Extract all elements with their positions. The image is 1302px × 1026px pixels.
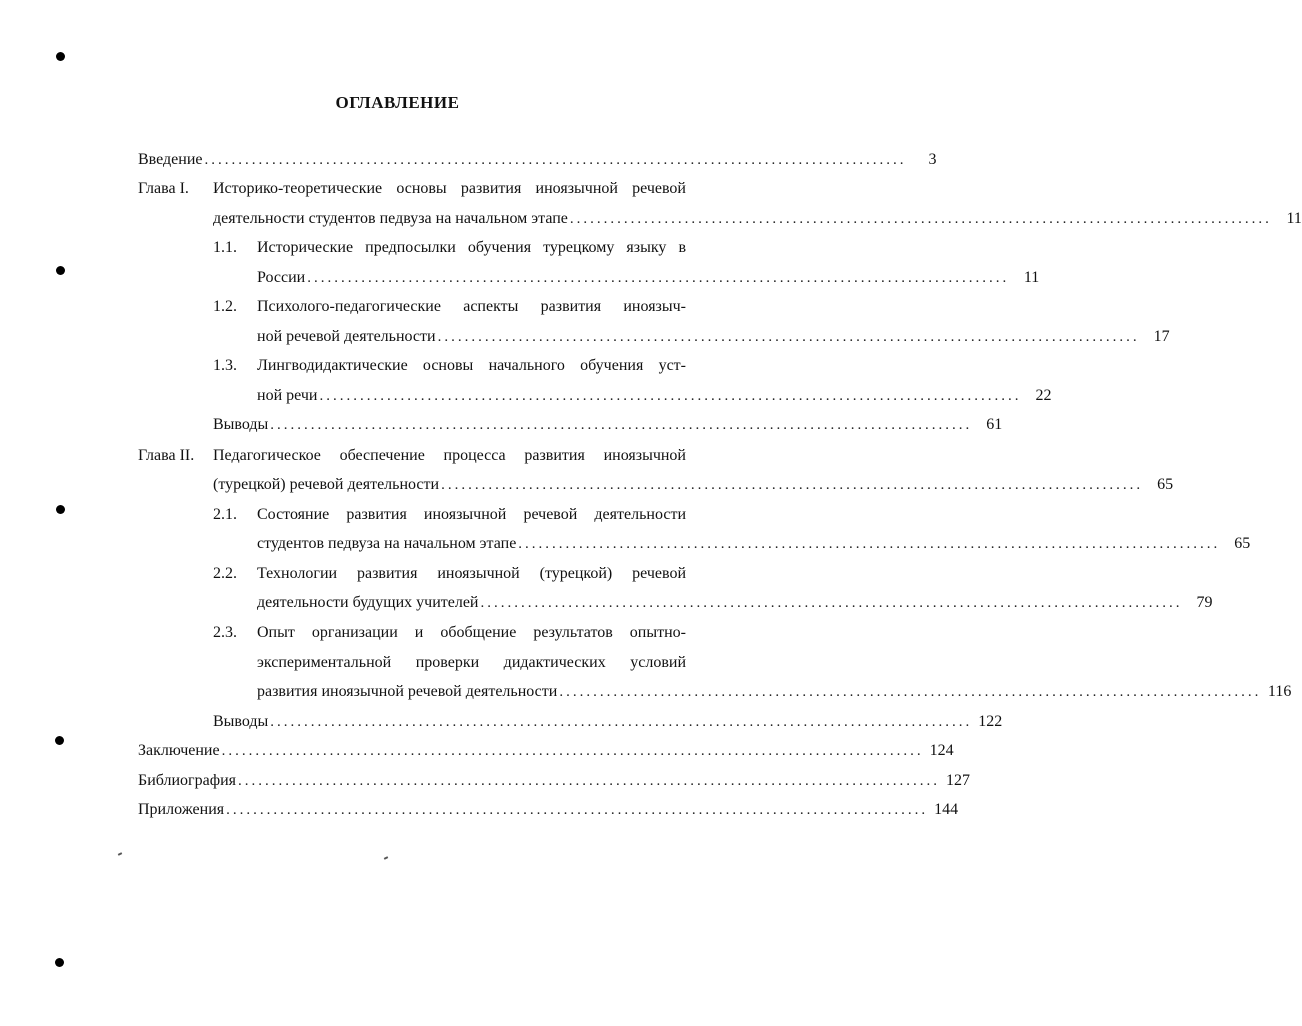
section-title-cont: студентов педвуза на начальном этапе bbox=[257, 535, 517, 552]
dot-leader: ........................................................................................................ bbox=[441, 477, 1144, 493]
binder-hole-mark bbox=[55, 958, 64, 967]
toc-chapter-2-conclusions bbox=[213, 711, 1003, 733]
section-title-cont: ной речевой деятельности bbox=[257, 328, 436, 345]
toc-section-2-1-line2 bbox=[257, 533, 1251, 555]
section-title: Психолого-педагогические аспекты развития иноязыч- bbox=[257, 298, 686, 315]
toc-section-1-3-line1 bbox=[213, 355, 686, 377]
toc-section-1-2-line2 bbox=[257, 326, 1170, 348]
page-number: 144 bbox=[934, 801, 959, 818]
toc-section-1-1-line2 bbox=[257, 267, 1040, 289]
section-title-cont: развития иноязычной речевой деятельности bbox=[257, 683, 558, 700]
page-number: 122 bbox=[978, 713, 1003, 730]
dot-leader: ........................................................................................................ bbox=[204, 152, 907, 168]
page-number: 22 bbox=[1035, 387, 1052, 404]
toc-chapter-2-line2 bbox=[213, 474, 1174, 496]
dot-leader: ........................................................................................................ bbox=[270, 714, 973, 730]
toc-entry-intro bbox=[138, 149, 937, 171]
entry-text: Выводы bbox=[213, 416, 269, 433]
toc-section-1-3-line2 bbox=[257, 385, 1052, 407]
page-number: 79 bbox=[1196, 594, 1213, 611]
chapter-title-cont: деятельности студентов педвуза на начальном этапе bbox=[213, 210, 568, 227]
chapter-label: Глава I. bbox=[138, 180, 189, 197]
entry-text: Приложения bbox=[138, 801, 225, 818]
dot-leader: ........................................................................................................ bbox=[226, 802, 929, 818]
dot-leader: ........................................................................................................ bbox=[238, 773, 940, 789]
toc-entry-bibliography bbox=[138, 770, 970, 792]
entry-text: Выводы bbox=[213, 713, 269, 730]
binder-hole-mark bbox=[56, 505, 65, 514]
toc-section-2-2-line2 bbox=[257, 592, 1213, 614]
toc-chapter-1-line1 bbox=[138, 178, 686, 200]
page-number: 116 bbox=[1267, 683, 1292, 700]
entry-text: Заключение bbox=[138, 742, 220, 759]
scan-speck bbox=[384, 856, 388, 860]
binder-hole-mark bbox=[56, 266, 65, 275]
page-number: 124 bbox=[929, 742, 954, 759]
page-number: 65 bbox=[1157, 476, 1174, 493]
section-title: Исторические предпосылки обучения турецкому языку в bbox=[257, 239, 686, 256]
section-title: Опыт организации и обобщение результатов опытно- bbox=[257, 624, 686, 641]
page-number: 11 bbox=[1286, 210, 1302, 227]
page-number: 61 bbox=[986, 416, 1003, 433]
dot-leader: ........................................................................................................ bbox=[480, 595, 1183, 611]
section-number: 2.1. bbox=[213, 506, 237, 523]
toc-section-1-1-line1 bbox=[213, 237, 686, 259]
toc-section-2-2-line1 bbox=[213, 563, 686, 585]
section-number: 1.1. bbox=[213, 239, 237, 256]
toc-chapter-1-line2 bbox=[213, 208, 1302, 230]
dot-leader: ........................................................................................................ bbox=[559, 684, 1262, 700]
section-title-cont: России bbox=[257, 269, 306, 286]
section-title-cont: экспериментальной проверки дидактических условий bbox=[257, 654, 686, 671]
toc-section-2-3-line1 bbox=[213, 622, 686, 644]
toc-section-2-3-line2 bbox=[257, 652, 686, 674]
dot-leader: ........................................................................................................ bbox=[518, 536, 1221, 552]
chapter-title: Историко-теоретические основы развития иноязычной речевой bbox=[213, 180, 686, 197]
toc-chapter-2-line1 bbox=[138, 445, 686, 467]
section-number: 1.3. bbox=[213, 357, 237, 374]
binder-hole-mark bbox=[56, 52, 65, 61]
page-number: 17 bbox=[1153, 328, 1170, 345]
page-number: 65 bbox=[1234, 535, 1251, 552]
dot-leader: ........................................................................................................ bbox=[270, 417, 973, 433]
toc-entry-appendices bbox=[138, 799, 959, 821]
dot-leader: ........................................................................................................ bbox=[319, 388, 1022, 404]
section-title: Лингводидактические основы начального обучения уст- bbox=[257, 357, 686, 374]
section-title: Состояние развития иноязычной речевой деятельности bbox=[257, 506, 686, 523]
entry-text: Библиография bbox=[138, 772, 236, 789]
dot-leader: ........................................................................................................ bbox=[307, 270, 1010, 286]
toc-heading: ОГЛАВЛЕНИЕ bbox=[335, 93, 460, 112]
toc-section-2-1-line1 bbox=[213, 504, 686, 526]
section-title: Технологии развития иноязычной (турецкой) речевой bbox=[257, 565, 686, 582]
section-title-cont: ной речи bbox=[257, 387, 318, 404]
entry-text: Введение bbox=[138, 151, 203, 168]
section-number: 2.2. bbox=[213, 565, 237, 582]
section-title-cont: деятельности будущих учителей bbox=[257, 594, 479, 611]
section-number: 2.3. bbox=[213, 624, 237, 641]
dot-leader: ........................................................................................................ bbox=[221, 743, 924, 759]
page-number: 11 bbox=[1023, 269, 1040, 286]
chapter-label: Глава II. bbox=[138, 447, 195, 464]
toc-section-1-2-line1 bbox=[213, 296, 686, 318]
binder-hole-mark bbox=[55, 736, 64, 745]
toc-section-2-3-line3 bbox=[257, 681, 1292, 703]
section-number: 1.2. bbox=[213, 298, 237, 315]
toc-entry-conclusion bbox=[138, 740, 954, 762]
dot-leader: ........................................................................................................ bbox=[437, 329, 1140, 345]
page-number: 3 bbox=[928, 151, 937, 168]
scan-speck bbox=[118, 852, 122, 856]
dot-leader: ........................................................................................................ bbox=[569, 211, 1272, 227]
chapter-title-cont: (турецкой) речевой деятельности bbox=[213, 476, 440, 493]
chapter-title: Педагогическое обеспечение процесса развития иноязычной bbox=[213, 447, 686, 464]
page-number: 127 bbox=[946, 772, 970, 789]
toc-chapter-1-conclusions bbox=[213, 414, 1003, 436]
